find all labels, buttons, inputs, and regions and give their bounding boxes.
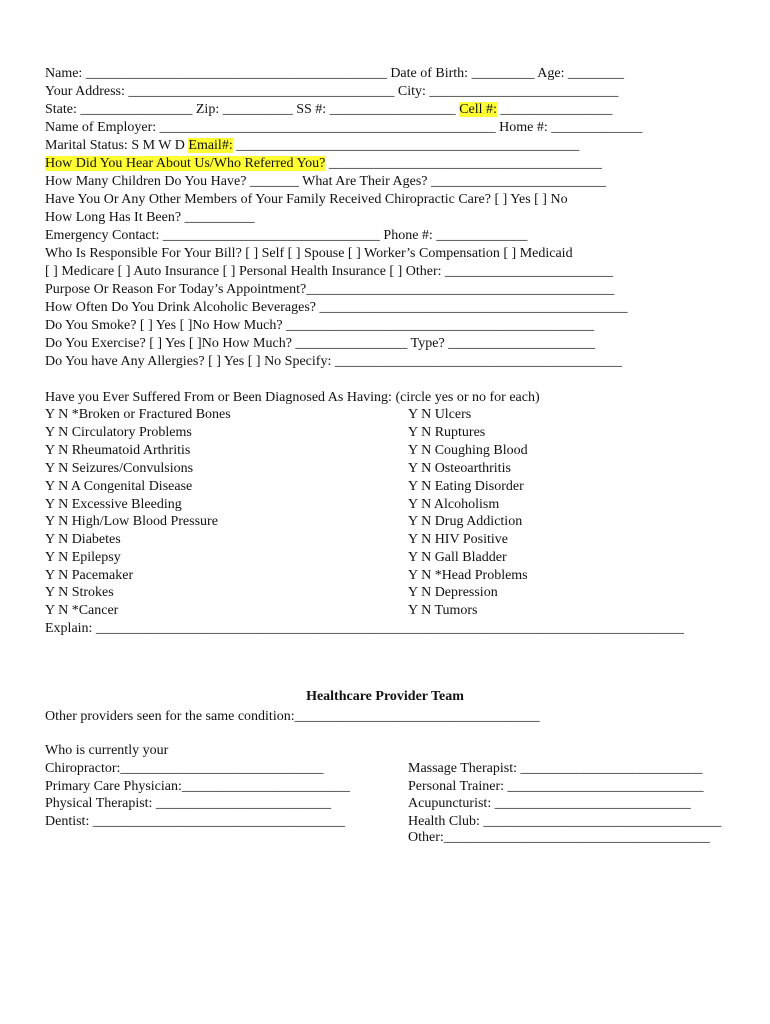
bill-responsibility-line[interactable]: Who Is Responsible For Your Bill? [ ] Self [ ] Spouse [ ] Worker’s Compensation [ ] Medicaid [45,246,573,261]
condition-right-item[interactable]: Y N Ruptures [408,425,486,440]
employer-home-line[interactable]: Name of Employer: ________________________________________________ Home #: _____________ [45,120,643,135]
condition-right-item[interactable]: Y N Osteoarthritis [408,461,511,476]
referral-question-highlighted: How Did You Hear About Us/Who Referred You? [45,156,326,171]
condition-left-item[interactable]: Y N Excessive Bleeding [45,497,182,512]
provider-left-field[interactable]: Chiropractor:_____________________________ [45,761,324,776]
condition-left-item[interactable]: Y N Diabetes [45,532,121,547]
condition-right-item[interactable]: Y N Depression [408,585,498,600]
allergies-line[interactable]: Do You have Any Allergies? [ ] Yes [ ] No Specify: _________________________________________ [45,354,622,369]
name-dob-age-line[interactable]: Name: ___________________________________________ Date of Birth: _________ Age: ________ [45,66,625,81]
condition-left-item[interactable]: Y N Strokes [45,585,114,600]
provider-left-field[interactable]: Physical Therapist: _________________________ [45,796,331,811]
state-zip-ss-text: State: ________________ Zip: __________ SS #: __________________ [45,102,460,117]
referral-blank: _______________________________________ [325,156,602,171]
condition-left-item[interactable]: Y N Seizures/Convulsions [45,461,194,476]
exercise-line[interactable]: Do You Exercise? [ ] Yes [ ]No How Much? ________________ Type? _____________________ [45,336,596,351]
email-blank: _________________________________________________ [232,138,580,153]
condition-right-item[interactable]: Y N HIV Positive [408,532,508,547]
condition-left-item[interactable]: Y N *Cancer [45,603,119,618]
address-city-line[interactable]: Your Address: ______________________________________ City: ___________________________ [45,84,619,99]
alcohol-line[interactable]: How Often Do You Drink Alcoholic Beverages? ____________________________________________ [45,300,628,315]
other-providers-line[interactable]: Other providers seen for the same condition:___________________________________ [45,709,540,724]
purpose-line[interactable]: Purpose Or Reason For Today’s Appointment?____________________________________________ [45,282,615,297]
explain-line[interactable]: Explain: ____________________________________________________________________________________ [45,621,684,636]
condition-right-item[interactable]: Y N Tumors [408,603,478,618]
condition-left-item[interactable]: Y N *Broken or Fractured Bones [45,407,231,422]
condition-right-item[interactable]: Y N Gall Bladder [408,550,507,565]
condition-right-item[interactable]: Y N Coughing Blood [408,443,528,458]
how-long-line[interactable]: How Long Has It Been? __________ [45,210,255,225]
provider-right-field[interactable]: Health Club: __________________________________ [408,814,722,829]
family-chiro-line[interactable]: Have You Or Any Other Members of Your Family Received Chiropractic Care? [ ] Yes [ ] No [45,192,568,207]
state-zip-ss-cell-line[interactable] [45,101,612,119]
condition-left-item[interactable]: Y N Circulatory Problems [45,425,192,440]
section-title-provider-team: Healthcare Provider Team [306,689,464,704]
condition-right-item[interactable]: Y N Drug Addiction [408,514,523,529]
condition-left-item[interactable]: Y N A Congenital Disease [45,479,193,494]
email-label-highlighted: Email#: [188,138,233,153]
condition-right-item[interactable]: Y N Alcoholism [408,497,500,512]
condition-right-item[interactable]: Y N *Head Problems [408,568,528,583]
marital-email-line[interactable] [45,137,579,155]
insurance-line[interactable]: [ ] Medicare [ ] Auto Insurance [ ] Personal Health Insurance [ ] Other: ________________________ [45,264,614,279]
children-line[interactable]: How Many Children Do You Have? _______ What Are Their Ages? _________________________ [45,174,606,189]
provider-right-field[interactable]: Personal Trainer: ____________________________ [408,779,704,794]
marital-status-text: Marital Status: S M W D [45,138,189,153]
condition-left-item[interactable]: Y N Pacemaker [45,568,134,583]
emergency-contact-line[interactable]: Emergency Contact: _______________________________ Phone #: _____________ [45,228,528,243]
cell-blank: ________________ [496,102,613,117]
condition-right-item[interactable]: Y N Eating Disorder [408,479,524,494]
provider-left-field[interactable]: Primary Care Physician:________________________ [45,779,350,794]
provider-left-field[interactable]: Dentist: ____________________________________ [45,814,345,829]
provider-right-field[interactable]: Acupuncturist: ____________________________ [408,796,691,811]
condition-right-item[interactable]: Y N Ulcers [408,407,472,422]
provider-right-field[interactable]: Massage Therapist: __________________________ [408,761,703,776]
condition-left-item[interactable]: Y N High/Low Blood Pressure [45,514,218,529]
referral-line[interactable] [45,155,602,173]
provider-right-field[interactable]: Other:______________________________________ [408,830,710,845]
smoke-line[interactable]: Do You Smoke? [ ] Yes [ ]No How Much? ____________________________________________ [45,318,595,333]
who-current-label: Who is currently your [45,743,169,758]
history-intro: Have you Ever Suffered From or Been Diagnosed As Having: (circle yes or no for each) [45,390,540,405]
condition-left-item[interactable]: Y N Rheumatoid Arthritis [45,443,191,458]
condition-left-item[interactable]: Y N Epilepsy [45,550,121,565]
cell-label-highlighted: Cell #: [459,102,497,117]
